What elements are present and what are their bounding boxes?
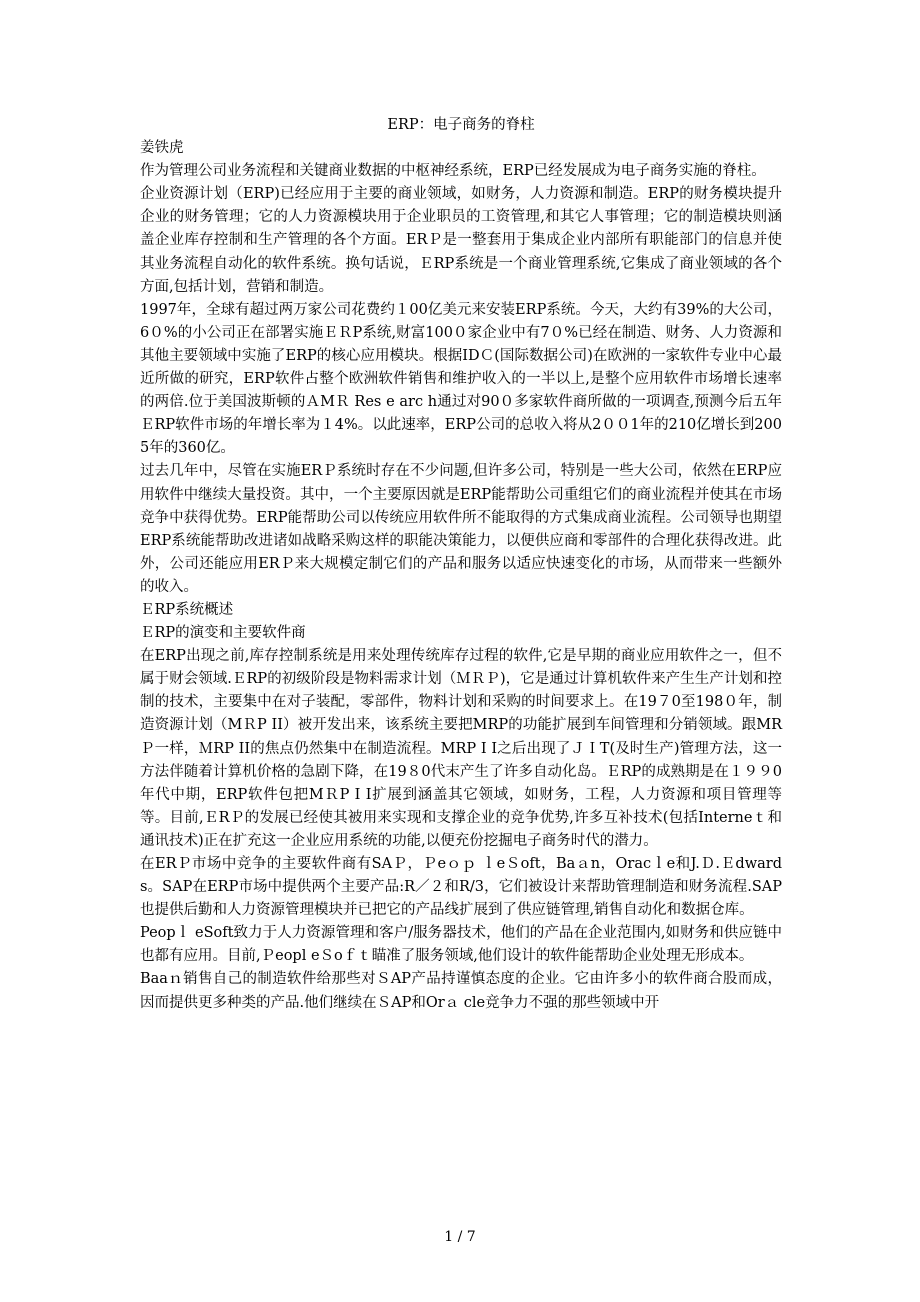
- paragraph-intro: 作为管理公司业务流程和关键商业数据的中枢神经系统，ERP已经发展成为电子商务实施的脊柱。: [140, 163, 766, 180]
- paragraph-peoplesoft: Peopｌ eSoft致力于人力资源管理和客户/服务器技术，他们的产品在企业范围内,如财务和供应链中也都有应用。目前,Ｐeopl eＳoｆｔ瞄准了服务领域,他们设计的软件能帮助企业处理无形成本。: [140, 925, 782, 965]
- paragraph-investment: 过去几年中，尽管在实施ERＰ系统时存在不少问题,但许多公司，特别是一些大公司，依然在ERP应用软件中继续大量投资。其中，一个主要原因就是ERP能帮助公司重组它们的商业流程并使其在市场竞争中获得优势。ERP能帮助公司以传统应用软件所不能取得的方式集成商业流程。公司领导也期望ERP系统能帮助改进诸如战略采购这样的职能决策能力，以便供应商和零部件的合理化获得改进。此外，公司还能应用ERＰ来大规模定制它们的产品和服务以适应快速变化的市场，从而带来一些额外的收入。: [140, 463, 782, 595]
- paragraph-baan: Baaｎ销售自己的制造软件给那些对ＳAP产品持谨慎态度的企业。它由许多小的软件商合股而成，因而提供更多种类的产品.他们继续在ＳAP和Orａ cle竞争力不强的那些领域中开: [140, 971, 782, 1011]
- paragraph-erp-definition: 企业资源计划（ERP)已经应用于主要的商业领域，如财务，人力资源和制造。ERP的财务模块提升企业的财务管理；它的人力资源模块用于企业职员的工资管理,和其它人事管理；它的制造模块则涵盖企业库存控制和生产管理的各个方面。ERＰ是一整套用于集成企业内部所有职能部门的信息并使其业务流程自动化的软件系统。换句话说，ＥRP系统是一个商业管理系统,它集成了商业领域的各个方面,包括计划，营销和制造。: [140, 186, 782, 295]
- document-title: ERP：电子商务的脊柱: [387, 117, 535, 133]
- section-heading-overview: ＥRP系统概述: [140, 601, 234, 618]
- paragraph-vendors: 在ERＰ市场中竞争的主要软件商有SAＰ，Ｐeｏｐ ｌeＳoft，Baａn，Oracｌe和J.Ｄ.Ｅdwards。SAP在ERP市场中提供两个主要产品:R／２和R/3，它们被设计来帮助管理制造和财务流程.SAP也提供后勤和人力资源管理模块并已把它的产品线扩展到了供应链管理,销售自动化和数据仓库。: [140, 856, 782, 919]
- section-heading-evolution: ＥRP的演变和主要软件商: [140, 625, 306, 642]
- paragraph-evolution: 在ERP出现之前,库存控制系统是用来处理传统库存过程的软件,它是早期的商业应用软件之一，但不属于财会领域.ＥRP的初级阶段是物料需求计划（ＭＲＰ)，它是通过计算机软件来产生生产计划和控制的技术，主要集中在对子装配，零部件，物料计划和采购的时间要求上。在19７0至198０年，制造资源计划（MＲP II）被开发出来，该系统主要把MRP的功能扩展到车间管理和分销领域。跟MRＰ一样，ＭRP II的焦点仍然集中在制造流程。MRP I I之后出现了ＪＩT(及时生产)管理方法，这一方法伴随着计算机价格的急剧下降，在19８0代末产生了许多自动化岛。ＥRP的成熟期是在１９９0年代中期，ERP软件包把MＲP I I扩展到涵盖其它领域，如财务，工程，人力资源和项目管理等等。目前,ＥRＰ的发展已经使其被用来实现和支撑企业的竞争优势,许多互补技术(包括Interneｔ和通讯技术)正在扩充这一企业应用系统的功能,以便充份挖掘电子商务时代的潜力。: [140, 648, 782, 849]
- paragraph-market-stats: 1997年，全球有超过两万家公司花费约１00亿美元来安装ERP系统。今天，大约有39%的大公司，6０%的小公司正在部署实施ＥＲP系统,财富100０家企业中有7０%已经在制造、财务、人力资源和其他主要领域中实施了ERP的核心应用模块。根据IDＣ(国际数据公司)在欧洲的一家软件专业中心最近所做的研究，ERP软件占整个欧洲软件销售和维护收入的一半以上,是整个应用软件市场增长速率的两倍.位于美国波斯顿的ＡMＲ Res e arc h通过对90０多家软件商所做的一项调查,预测今后五年ＥRP软件市场的年增长率为１4%。以此速率，ERP公司的总收入将从2００1年的210亿增长到2005年的360亿。: [140, 301, 782, 457]
- author-name: 姜铁虎: [140, 140, 184, 157]
- document-body: [140, 114, 782, 1015]
- page-number: 1 / 7: [444, 1229, 476, 1245]
